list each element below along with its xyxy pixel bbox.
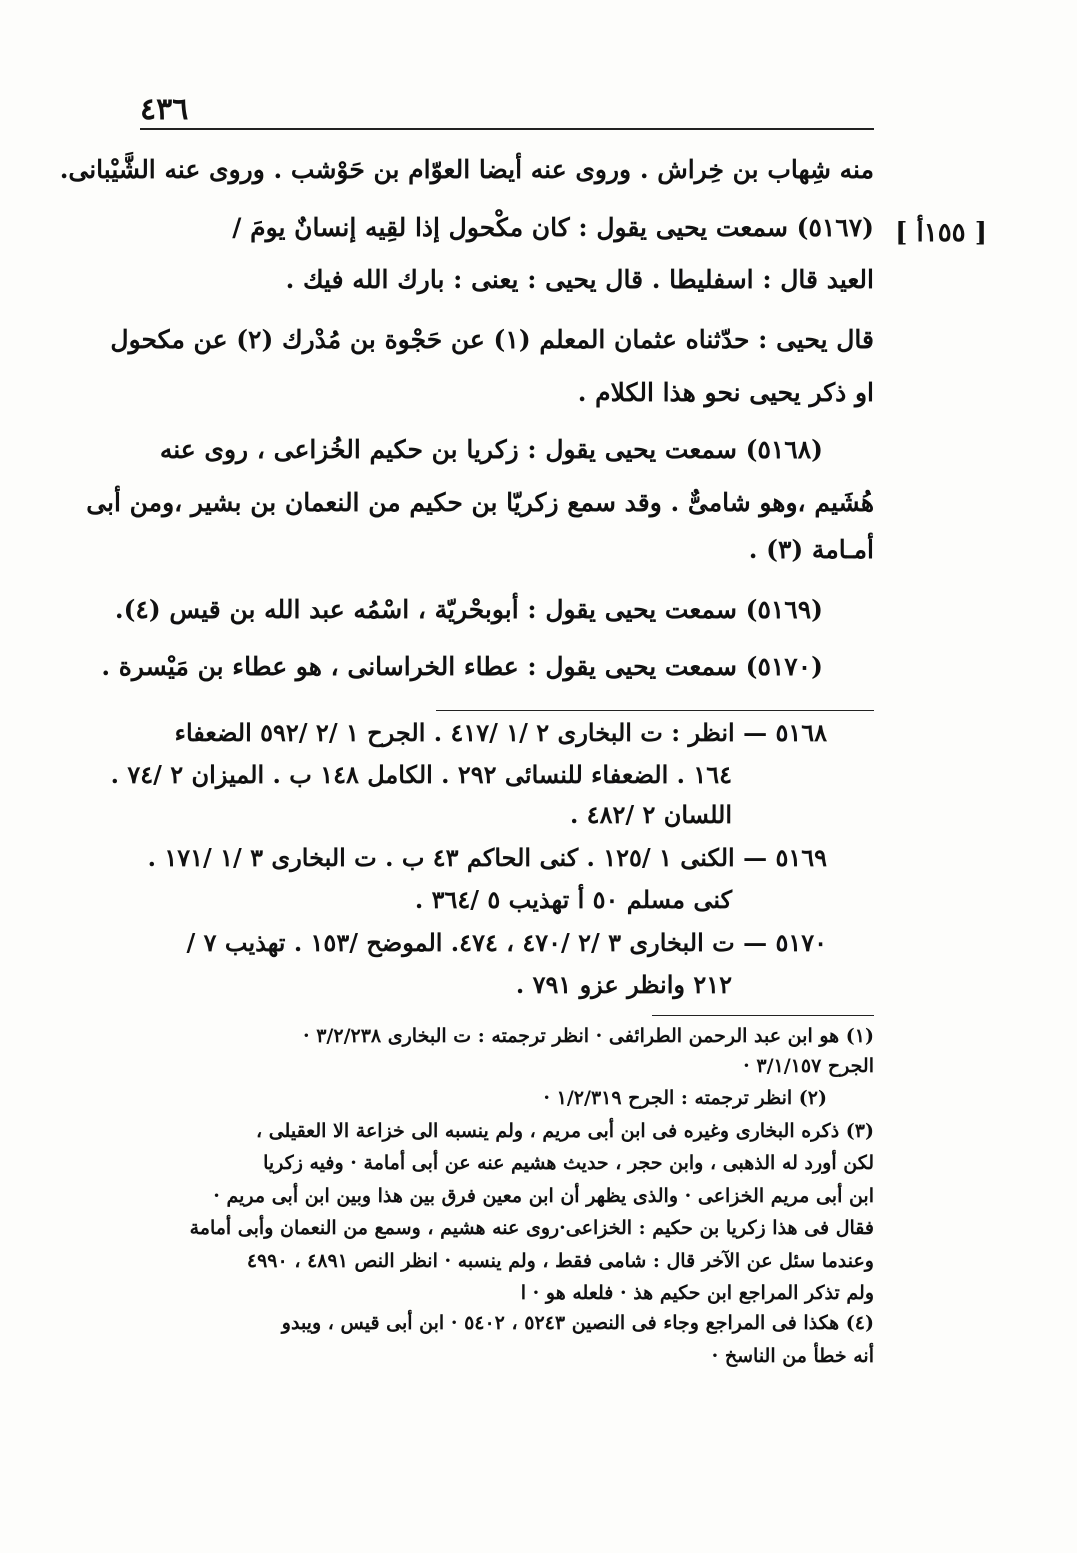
footnote-line: (٢) انظر ترجمته : الجرح ١/٢/٣١٩ · xyxy=(543,1087,827,1109)
reference-line: كنى مسلم ٥٠ أ تهذيب ٥ /٣٦٤ . xyxy=(414,885,732,914)
body-line: هُشَيم ،وهو شامىٌّ . وقد سمع زكريّا بن حكيم من النعمان بن بشير ،ومن أبى xyxy=(86,488,874,517)
body-line: العيد قال : اسفليطا . قال يحيى : يعنى : بارك الله فيك . xyxy=(285,265,874,294)
body-line: او ذكر يحيى نحو هذا الكلام . xyxy=(577,378,874,407)
footnote-line: فقال فى هذا زكريا بن حكيم : الخزاعى·روى عنه هشيم ، وسمع من النعمان وأبى أمامة xyxy=(189,1217,874,1239)
footnote-line: ولم تذكر المراجع ابن حكيم هذ · فلعله هو · ا xyxy=(520,1282,874,1304)
body-line: منه شِهاب بن خِراش . وروى عنه أيضا العوّام بن حَوْشب . وروى عنه الشَّيْبانى. xyxy=(59,155,874,184)
references-rule xyxy=(436,710,874,711)
reference-line: اللسان ٢ /٤٨٢ . xyxy=(569,800,732,829)
footnote-line: لكن أورد له الذهبى ، وابن حجر ، حديث هشيم عنه عن أبى أمامة · وفيه زكريا xyxy=(263,1152,874,1174)
footnote-line: (١) هو ابن عبد الرحمن الطرائفى · انظر ترجمته : ت البخارى ٣/٢/٢٣٨ · xyxy=(302,1025,874,1047)
footnote-line: الجرح ٣/١/١٥٧ · xyxy=(743,1055,874,1077)
body-line: (٥١٦٩) سمعت يحيى يقول : أبوبحْريّة ، اسْمُه عبد الله بن قيس (٤). xyxy=(114,595,823,624)
page-number: ٤٣٦ xyxy=(140,92,189,127)
body-line: أمـامة (٣) . xyxy=(748,535,874,564)
body-line: (٥١٦٨) سمعت يحيى يقول : زكريا بن حكيم الخُزاعى ، روى عنه xyxy=(159,435,823,464)
reference-line: ١٦٤ . الضعفاء للنسائى ٢٩٢ . الكامل ١٤٨ ب . الميزان ٢ /٧٤ . xyxy=(110,760,732,789)
margin-note: [ ١٥٥أ ] xyxy=(895,218,987,248)
reference-line: ٥١٧٠ — ت البخارى ٣ /٢ /٤٧٠ ، ٤٧٤. الموضح /١٥٣ . تهذيب ٧ / xyxy=(186,928,827,957)
footnotes-rule xyxy=(652,1015,874,1016)
footnote-line: وعندما سئل عن الآخر قال : شامى فقط ، ولم ينسبه · انظر النص ٤٨٩١ ، ٤٩٩٠ xyxy=(246,1250,874,1272)
body-line: قال يحيى : حدّثناه عثمان المعلم (١) عن حَجْوة بن مُدْرك (٢) عن مكحول xyxy=(110,325,874,354)
footnote-line: أنه خطأ من الناسخ · xyxy=(711,1345,874,1367)
reference-line: ٢١٢ وانظر عزو ٧٩١ . xyxy=(515,970,732,999)
footnote-line: (٣) ذكره البخارى وغيره فى ابن أبى مريم ، ولم ينسبه الى خزاعة الا العقيلى ، xyxy=(255,1120,874,1142)
reference-line: ٥١٦٨ — انظر : ت البخارى ٢ /١ /٤١٧ . الجرح ١ /٢ /٥٩٢ الضعفاء xyxy=(174,718,827,747)
body-line: (٥١٦٧) سمعت يحيى يقول : كان مكْحول إذا لقِيه إنسانٌ يومَ / xyxy=(232,213,874,242)
footnote-line: (٤) هكذا فى المراجع وجاء فى النصين ٥٢٤٣ ، ٥٤٠٢ · ابن أبى قيس ، ويبدو xyxy=(281,1312,874,1334)
footnote-line: ابن أبى مريم الخزاعى · والذى يظهر أن ابن معين فرق بين هذا وبين ابن أبى مريم · xyxy=(213,1185,874,1207)
reference-line: ٥١٦٩ — الكنى ١ /١٢٥ . كنى الحاكم ٤٣ ب . ت البخارى ٣ /١ /١٧١ . xyxy=(147,843,827,872)
body-line: (٥١٧٠) سمعت يحيى يقول : عطاء الخراسانى ، هو عطاء بن مَيْسرة . xyxy=(101,652,823,681)
header-rule xyxy=(140,128,874,130)
